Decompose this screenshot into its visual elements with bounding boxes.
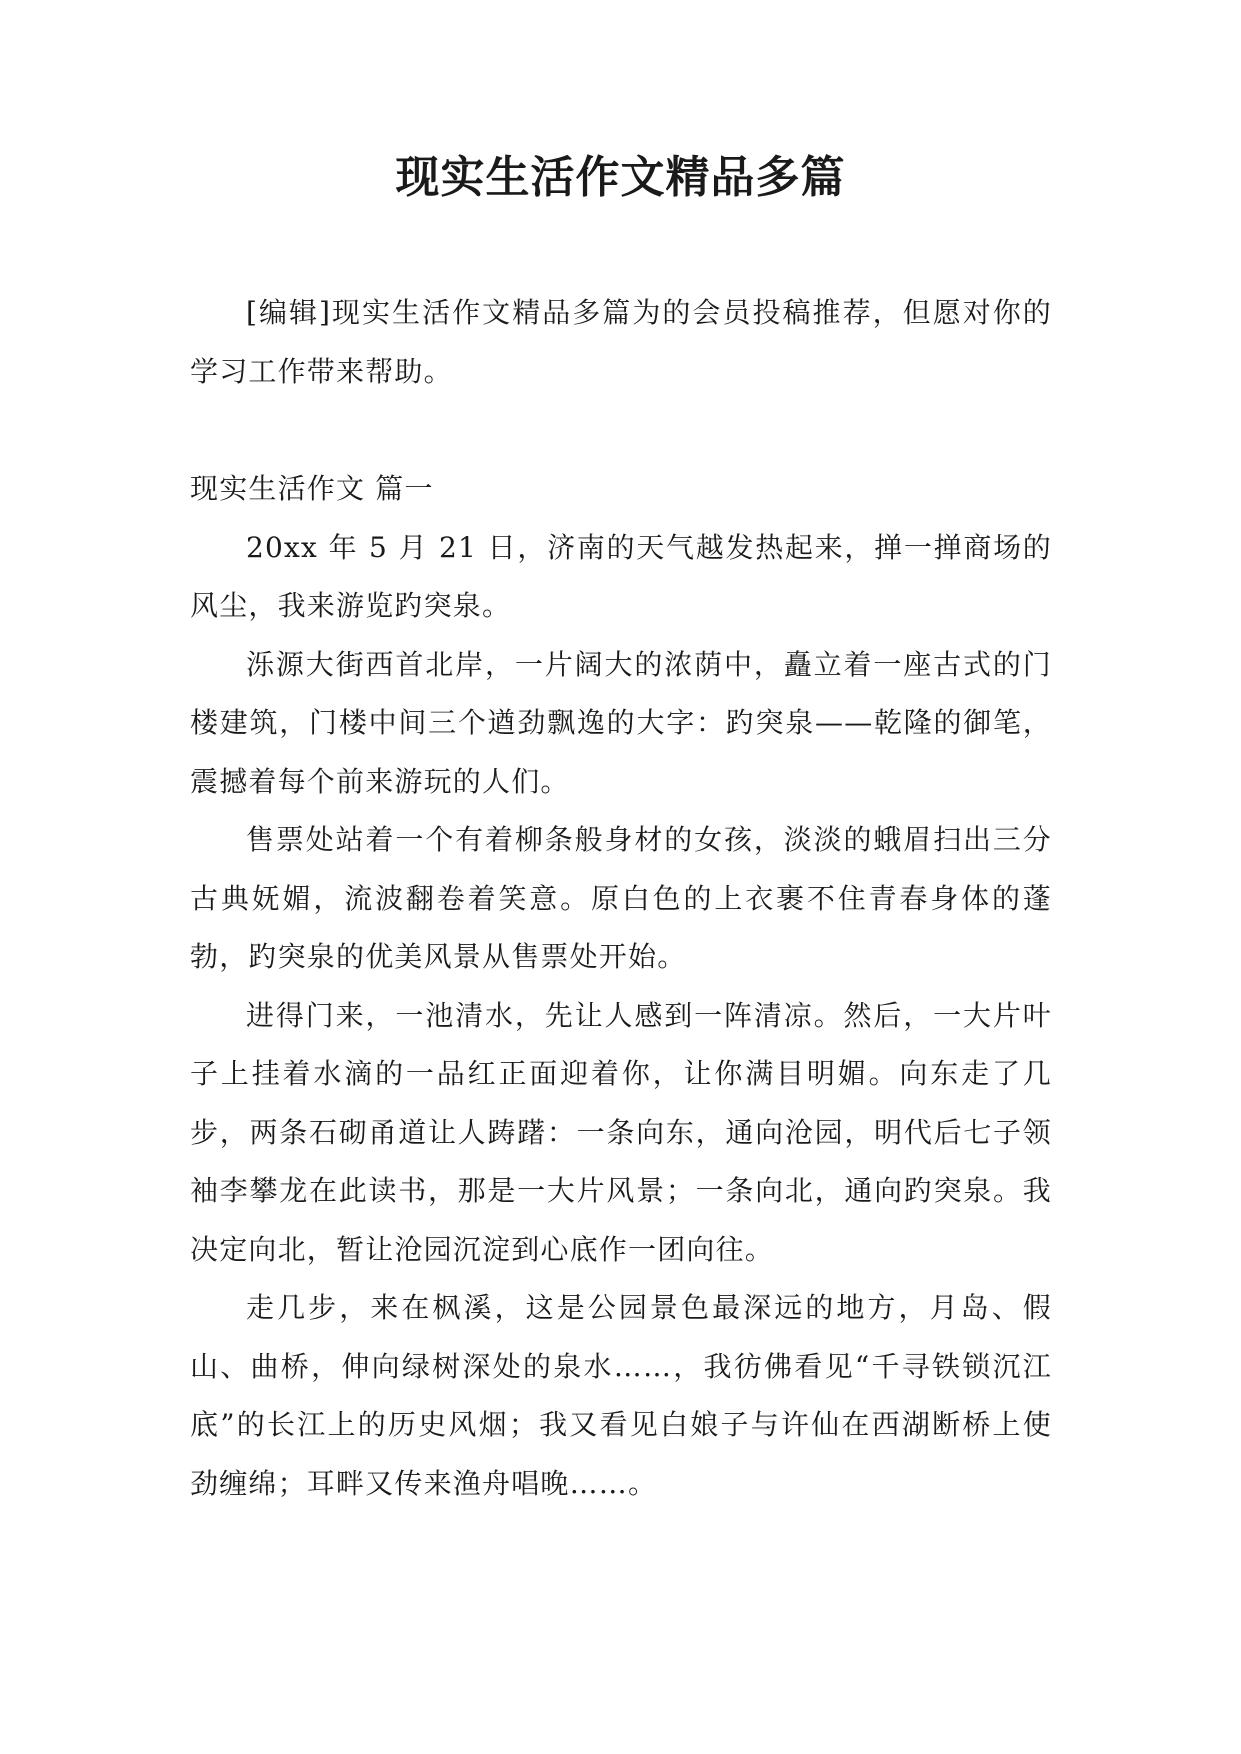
paragraph-1: 20xx 年 5 月 21 日，济南的天气越发热起来，掸一掸商场的风尘，我来游览趵突泉。 <box>190 530 1052 622</box>
document-title: 现实生活作文精品多篇 <box>395 152 846 203</box>
intro-block <box>190 284 1052 401</box>
intro-paragraph: [编辑]现实生活作文精品多篇为的会员投稿推荐，但愿对你的学习工作带来帮助。 <box>190 296 1052 388</box>
article-body <box>190 460 1052 1513</box>
paragraph-5: 走几步，来在枫溪，这是公园景色最深远的地方，月岛、假山、曲桥，伸向绿树深处的泉水……，我彷佛看见“千寻铁锁沉江底”的长江上的历史风烟；我又看见白娘子与许仙在西湖断桥上使劲缠绵；耳畔又传来渔舟唱晚……。 <box>190 1291 1052 1500</box>
section-heading: 现实生活作文 篇一 <box>190 472 434 505</box>
paragraph-2: 泺源大街西首北岸，一片阔大的浓荫中，矗立着一座古式的门楼建筑，门楼中间三个遒劲飘逸的大字：趵突泉——乾隆的御笔，震撼着每个前来游玩的人们。 <box>190 647 1052 798</box>
paragraph-3: 售票处站着一个有着柳条般身材的女孩，淡淡的蛾眉扫出三分古典妩媚，流波翻卷着笑意。原白色的上衣裹不住青春身体的蓬勃，趵突泉的优美风景从售票处开始。 <box>190 823 1052 973</box>
paragraph-4: 进得门来，一池清水，先让人感到一阵清凉。然后，一大片叶子上挂着水滴的一品红正面迎着你，让你满目明媚。向东走了几步，两条石砌甬道让人踌躇：一条向东，通向沧园，明代后七子领袖李攀龙在此读书，那是一大片风景；一条向北，通向趵突泉。我决定向北，暂让沧园沉淀到心底作一团向往。 <box>190 998 1052 1266</box>
